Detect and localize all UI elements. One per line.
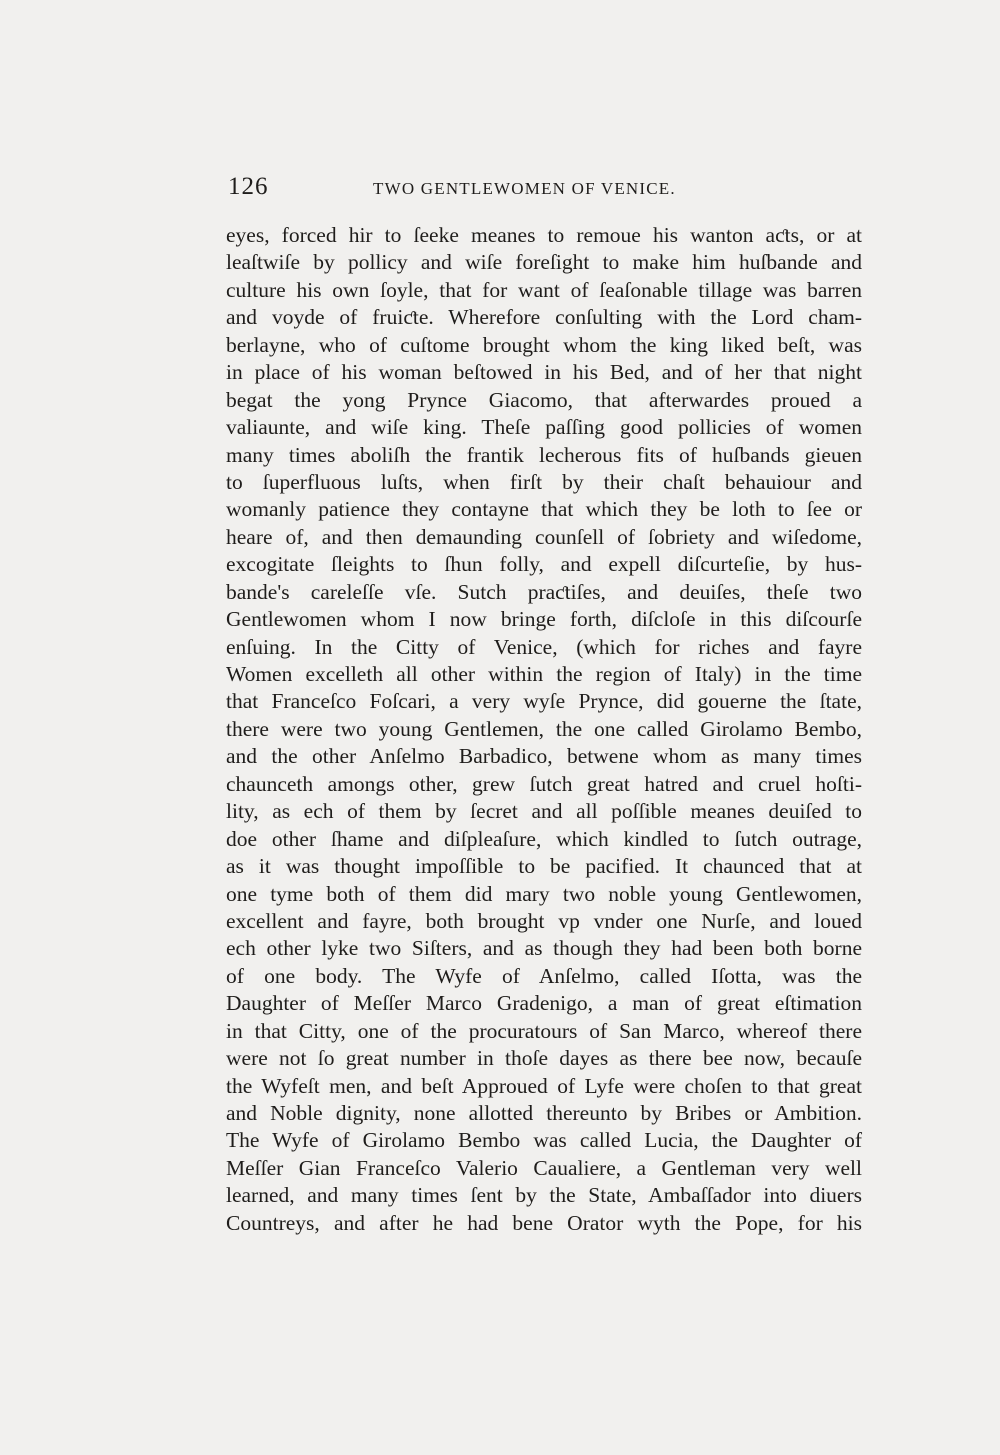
- text-line: doe other ſhame and diſpleaſure, which kindled to ſutch outrage,: [226, 826, 862, 851]
- text-line: chaunceth amongs other, grew ſutch great hatred and cruel hoſti-: [226, 771, 862, 796]
- text-line: bande's careleſſe vſe. Sutch praƈtiſes, and deuiſes, theſe two: [226, 579, 862, 604]
- text-line: Gentlewomen whom I now bringe forth, diſcloſe in this diſcourſe: [226, 607, 862, 632]
- text-line: one tyme both of them did mary two noble young Gentlewomen,: [226, 881, 862, 906]
- text-line: ech other lyke two Siſters, and as though they had been both borne: [226, 936, 862, 961]
- text-line: womanly patience they contayne that which they be loth to ſee or: [226, 497, 862, 522]
- text-line: of one body. The Wyfe of Anſelmo, called Iſotta, was the: [226, 963, 862, 988]
- page-header: [228, 173, 862, 207]
- text-line: Women excelleth all other within the region of Italy) in the time: [226, 662, 862, 686]
- text-line: learned, and many times ſent by the State, Ambaſſador into diuers: [226, 1183, 862, 1208]
- text-line: in place of his woman beſtowed in his Bed, and of her that night: [226, 360, 862, 385]
- text-line: enſuing. In the Citty of Venice, (which for riches and fayre: [226, 634, 862, 659]
- running-title: TWO GENTLEWOMEN OF VENICE.: [373, 179, 676, 198]
- text-line: and the other Anſelmo Barbadico, betwene whom as many times: [226, 744, 862, 769]
- text-line: that Franceſco Foſcari, a very wyſe Prynce, did gouerne the ſtate,: [226, 689, 862, 714]
- body-text: [226, 222, 862, 1237]
- text-line: Meſſer Gian Franceſco Valerio Caualiere, a Gentleman very well: [226, 1155, 862, 1180]
- text-line: there were two young Gentlemen, the one called Girolamo Bembo,: [226, 716, 862, 741]
- text-line: berlayne, who of cuſtome brought whom the king liked beſt, was: [226, 332, 862, 357]
- text-line: the Wyfeſt men, and beſt Approued of Lyfe were choſen to that great: [226, 1073, 862, 1098]
- text-line: lity, as ech of them by ſecret and all poſſible meanes deuiſed to: [226, 799, 862, 824]
- text-line: Countreys, and after he had bene Orator wyth the Pope, for his: [226, 1210, 862, 1235]
- text-line: The Wyfe of Girolamo Bembo was called Lucia, the Daughter of: [226, 1128, 862, 1153]
- text-line: excogitate ſleights to ſhun folly, and expell diſcurteſie, by hus-: [226, 552, 862, 577]
- text-line: as it was thought impoſſible to be pacified. It chaunced that at: [226, 854, 862, 879]
- text-line: and voyde of fruiƈte. Wherefore conſulting with the Lord cham-: [226, 305, 862, 330]
- text-line: in that Citty, one of the procuratours of San Marco, whereof there: [226, 1018, 862, 1043]
- text-line: culture his own ſoyle, that for want of ſeaſonable tillage was barren: [226, 277, 862, 302]
- text-line: eyes, forced hir to ſeeke meanes to remoue his wanton aƈts, or at: [226, 223, 862, 247]
- text-line: Daughter of Meſſer Marco Gradenigo, a man of great eſtimation: [226, 991, 862, 1016]
- text-line: valiaunte, and wiſe king. Theſe paſſing good pollicies of women: [226, 415, 862, 440]
- text-line: leaſtwiſe by pollicy and wiſe foreſight to make him huſbande and: [226, 250, 862, 275]
- text-line: heare of, and then demaunding counſell of ſobriety and wiſedome,: [226, 524, 862, 549]
- text-line: were not ſo great number in thoſe dayes as there bee now, becauſe: [226, 1046, 862, 1071]
- page-number: 126: [228, 173, 269, 200]
- text-line: to ſuperfluous luſts, when firſt by their chaſt behauiour and: [226, 469, 862, 494]
- text-line: begat the yong Prynce Giacomo, that afterwardes proued a: [226, 387, 862, 412]
- text-line: excellent and fayre, both brought vp vnder one Nurſe, and loued: [226, 908, 862, 933]
- text-line: many times aboliſh the frantik lecherous fits of huſbands gieuen: [226, 442, 862, 467]
- text-line: and Noble dignity, none allotted thereunto by Bribes or Ambition.: [226, 1101, 862, 1125]
